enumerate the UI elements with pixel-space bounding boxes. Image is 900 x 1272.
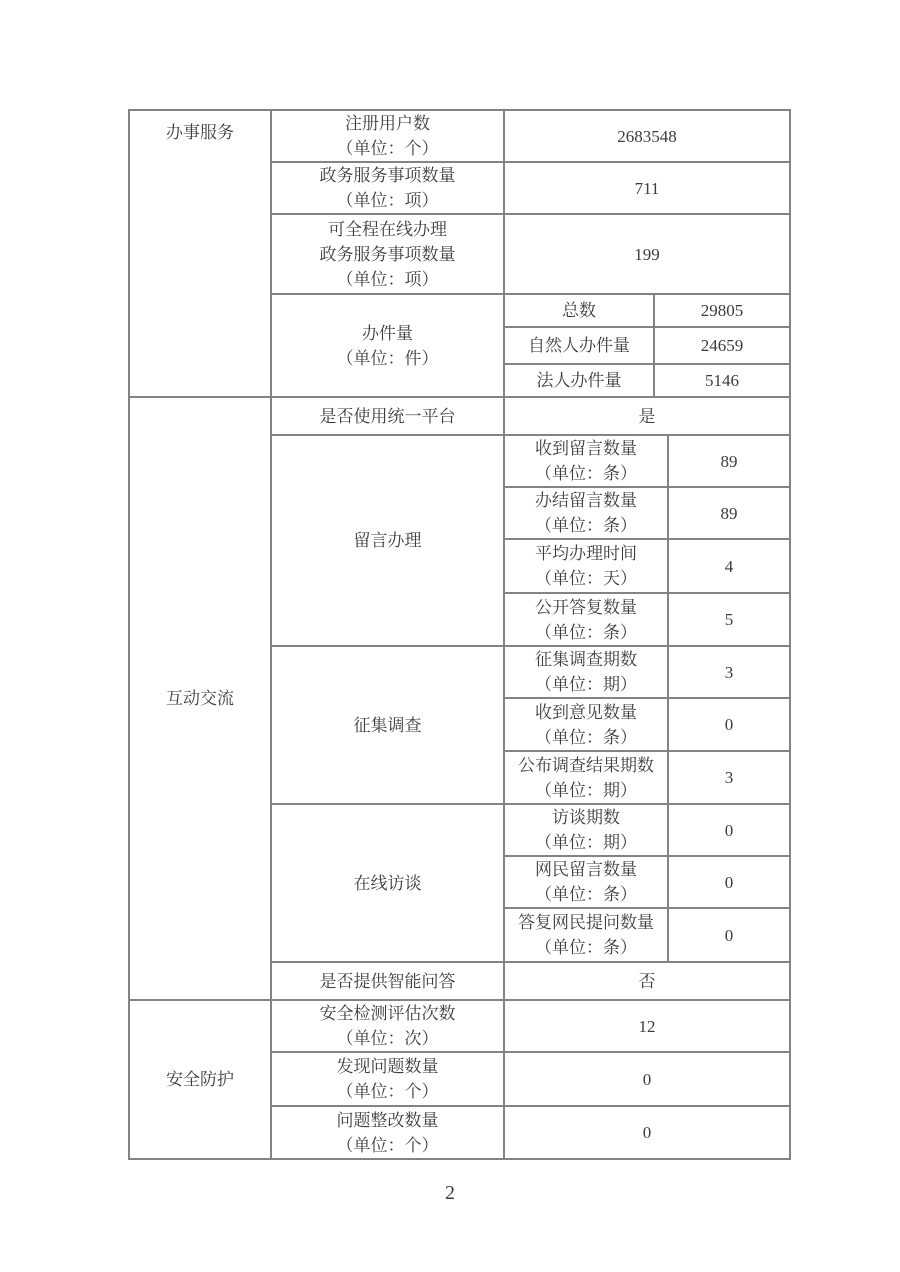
survey-results-published-value: 3 — [668, 751, 790, 804]
submetric-unit-line: （单位：条） — [535, 885, 637, 904]
submetric-label-line: 收到意见数量 — [535, 702, 637, 722]
metric-label-line: 政务服务事项数量 — [319, 166, 456, 185]
group-label-line: 留言办理 — [353, 531, 422, 550]
submetric-label-line: 征集调查期数 — [535, 650, 637, 669]
security-assessments-label — [271, 1000, 504, 1052]
interview-periods-label — [504, 804, 668, 856]
messages-completed-label — [504, 487, 668, 539]
category-interaction-label: 互动交流 — [166, 689, 234, 708]
metric-label-line: 注册用户数 — [345, 114, 430, 133]
submetric-label-line: 自然人办件量 — [528, 336, 630, 355]
submetric-unit-line: （单位：期） — [535, 780, 637, 800]
submetric-label-line: 平均办理时间 — [535, 544, 637, 563]
submetric-label-line: 公布调查结果期数 — [518, 755, 654, 775]
submetric-label-line: 答复网民提问数量 — [518, 913, 654, 932]
survey-periods-value: 3 — [668, 646, 790, 698]
interview-periods-value: 0 — [668, 804, 790, 856]
metric-label-line: 问题整改数量 — [336, 1110, 439, 1130]
metric-unit-line: （单位：项） — [336, 191, 439, 210]
group-label-line: 征集调查 — [353, 715, 422, 735]
survey-periods-label — [504, 646, 668, 698]
submetric-label-line: 总数 — [562, 301, 596, 320]
metric-label-line: 是否提供智能问答 — [319, 971, 456, 991]
submetric-label-line: 办结留言数量 — [535, 491, 637, 510]
submetric-label-line: 访谈期数 — [552, 808, 620, 827]
group-label-line: 在线访谈 — [353, 873, 422, 893]
online-service-items-label — [271, 214, 504, 294]
metric-label-line: 可全程在线办理 — [328, 219, 447, 239]
category-service-label: 办事服务 — [166, 123, 234, 142]
metric-label-line: 是否使用统一平台 — [319, 406, 456, 426]
metric-label-line: 政务服务事项数量 — [319, 244, 456, 264]
submetric-unit-line: （单位：期） — [535, 675, 637, 694]
problems-found-value: 0 — [504, 1052, 790, 1106]
submetric-label-line: 网民留言数量 — [535, 860, 637, 879]
survey-group-label — [271, 646, 504, 804]
metric-unit-line: （单位：个） — [336, 1082, 439, 1101]
interview-group-label — [271, 804, 504, 962]
metric-unit-line: （单位：个） — [336, 139, 439, 158]
smart-qa-value: 否 — [504, 962, 790, 1000]
smart-qa-label — [271, 962, 504, 1000]
submetric-unit-line: （单位：条） — [535, 516, 637, 535]
page-number: 2 — [445, 1182, 455, 1204]
metric-label-line: 安全检测评估次数 — [319, 1004, 456, 1023]
security-assessments-value: 12 — [504, 1000, 790, 1052]
submetric-label-line: 法人办件量 — [536, 371, 622, 390]
submetric-unit-line: （单位：条） — [535, 464, 637, 483]
annual-report-table — [128, 109, 791, 1160]
submetric-unit-line: （单位：条） — [535, 727, 637, 747]
messages-received-label — [504, 435, 668, 487]
netizen-replies-value: 0 — [668, 908, 790, 962]
public-replies-label — [504, 593, 668, 646]
service-items-label — [271, 162, 504, 214]
category-security-cell — [129, 1000, 271, 1159]
metric-unit-line: （单位：次） — [336, 1029, 439, 1048]
messages-completed-value: 89 — [668, 487, 790, 539]
total-cases-label — [504, 294, 654, 327]
unified-platform-value: 是 — [504, 397, 790, 435]
metric-label-line: 发现问题数量 — [336, 1057, 439, 1076]
public-replies-value: 5 — [668, 593, 790, 646]
opinions-received-value: 0 — [668, 698, 790, 751]
netizen-messages-label — [504, 856, 668, 908]
avg-processing-time-value: 4 — [668, 539, 790, 593]
submetric-unit-line: （单位：期） — [535, 833, 637, 852]
case-volume-group-label — [271, 294, 504, 397]
registered-users-label — [271, 110, 504, 162]
legal-person-cases-value: 5146 — [654, 364, 790, 397]
survey-results-published-label — [504, 751, 668, 804]
opinions-received-label — [504, 698, 668, 751]
submetric-unit-line: （单位：条） — [535, 938, 637, 957]
category-service-cell — [129, 110, 271, 397]
problems-found-label — [271, 1052, 504, 1106]
registered-users-value: 2683548 — [504, 110, 790, 162]
submetric-unit-line: （单位：条） — [535, 622, 637, 642]
problems-rectified-label — [271, 1106, 504, 1159]
service-items-value: 711 — [504, 162, 790, 214]
total-cases-value: 29805 — [654, 294, 790, 327]
messages-received-value: 89 — [668, 435, 790, 487]
natural-person-cases-value: 24659 — [654, 327, 790, 364]
group-label-line: 办件量 — [362, 323, 413, 343]
legal-person-cases-label — [504, 364, 654, 397]
problems-rectified-value: 0 — [504, 1106, 790, 1159]
natural-person-cases-label — [504, 327, 654, 364]
metric-unit-line: （单位：项） — [336, 269, 439, 289]
metric-unit-line: （单位：个） — [336, 1135, 439, 1155]
unified-platform-label — [271, 397, 504, 435]
message-handling-group-label — [271, 435, 504, 646]
avg-processing-time-label — [504, 539, 668, 593]
submetric-unit-line: （单位：天） — [535, 569, 637, 588]
netizen-replies-label — [504, 908, 668, 962]
submetric-label-line: 公开答复数量 — [535, 597, 637, 617]
group-unit-line: （单位：件） — [336, 348, 439, 368]
category-security-label: 安全防护 — [166, 1070, 234, 1089]
netizen-messages-value: 0 — [668, 856, 790, 908]
table-row — [129, 1000, 790, 1052]
submetric-label-line: 收到留言数量 — [535, 439, 637, 458]
table-row — [129, 397, 790, 435]
online-service-items-value: 199 — [504, 214, 790, 294]
table-row — [129, 110, 790, 162]
category-interaction-cell — [129, 397, 271, 1000]
